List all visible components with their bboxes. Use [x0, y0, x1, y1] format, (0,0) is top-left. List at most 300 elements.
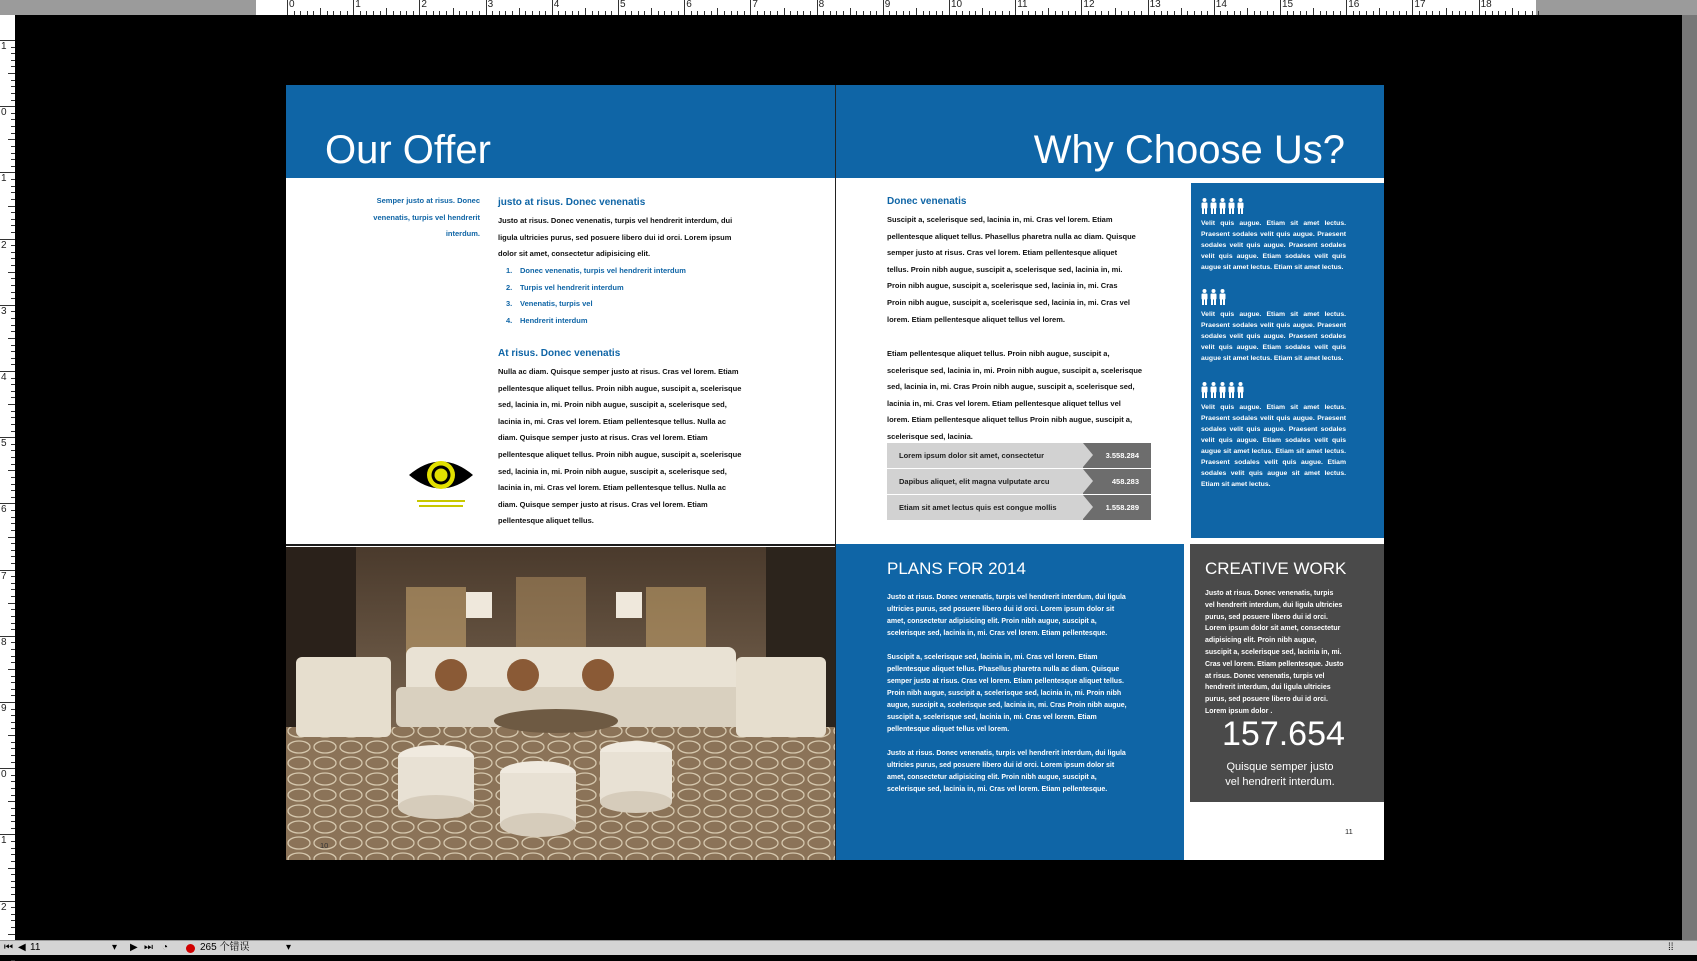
- left-ruler-minor-tick: [11, 848, 15, 849]
- top-ruler-minor-tick: [1439, 11, 1440, 15]
- offer-list-item: [506, 296, 686, 313]
- error-count[interactable]: 265 个错误: [200, 942, 250, 953]
- right-page: [836, 85, 1384, 860]
- left-ruler-minor-tick: [11, 927, 15, 928]
- top-ruler-minor-tick: [1260, 11, 1261, 15]
- people-icons: [1201, 289, 1346, 306]
- left-ruler-label: 4: [1, 372, 7, 383]
- left-ruler-minor-tick: [11, 709, 15, 710]
- top-ruler-minor-tick: [453, 8, 454, 15]
- people-icon: [1219, 382, 1226, 399]
- top-ruler-minor-tick: [1234, 11, 1235, 15]
- top-ruler-minor-tick: [717, 8, 718, 15]
- top-ruler-minor-tick: [373, 11, 374, 15]
- top-ruler[interactable]: [0, 0, 1697, 15]
- offer-list-item: [506, 280, 686, 297]
- people-icon: [1228, 382, 1235, 399]
- left-ruler-minor-tick: [11, 80, 15, 81]
- top-ruler-minor-tick: [1518, 11, 1519, 15]
- left-ruler-minor-tick: [11, 695, 15, 696]
- people-stat-text: Velit quis augue. Etiam sit amet lectus. Praesent sodales velit quis augue. Praesent sodales velit quis augue. Praesent sodales velit quis augue. Etiam sodales velit quis augue sit amet lectus. Etiam sit amet lectus.: [1201, 220, 1346, 271]
- top-ruler-minor-tick: [784, 8, 785, 15]
- top-ruler-minor-tick: [1174, 11, 1175, 15]
- top-ruler-minor-tick: [1088, 11, 1089, 15]
- left-ruler-minor-tick: [11, 762, 15, 763]
- top-ruler-minor-tick: [1498, 11, 1499, 15]
- left-ruler-minor-tick: [8, 470, 15, 471]
- left-ruler-label: 8: [1, 636, 7, 648]
- left-ruler-minor-tick: [11, 755, 15, 756]
- left-ruler-label: 0: [1, 769, 7, 781]
- section2-text: Nulla ac diam. Quisque semper justo at risus. Cras vel lorem. Etiam pellentesque aliquet tellus. Proin nibh augue, suscipit a, scelerisque sed, lacinia in, mi. Proin nibh augue, suscipit a, scelerisque sed, lacinia in, mi. Cras vel lorem. Etiam pellentesque tellus. Nulla ac diam. Quisque semper justo at risus. Cras vel lorem. Etiam pellentesque aliquet tellus. Proin nibh augue, suscipit a, scelerisque sed, lacinia in, mi. Proin nibh augue, suscipit a, scelerisque sed, lacinia in, mi. Cras vel lorem. Etiam pellentesque tellus. Nulla ac diam. Quisque semper justo at risus. Cras vel lorem. Etiam pellentesque aliquet tellus.: [498, 367, 742, 526]
- status-bar: [0, 940, 1697, 955]
- top-ruler-minor-tick: [1532, 11, 1533, 15]
- people-stat-block: [1201, 382, 1346, 490]
- preflight-icon[interactable]: ◔: [162, 942, 169, 953]
- left-ruler-minor-tick: [11, 86, 15, 87]
- top-ruler-minor-tick: [731, 11, 732, 15]
- top-ruler-minor-tick: [406, 11, 407, 15]
- top-ruler-minor-tick: [1287, 11, 1288, 15]
- top-ruler-minor-tick: [764, 11, 765, 15]
- left-ruler-minor-tick: [11, 576, 15, 577]
- left-ruler-minor-tick: [11, 126, 15, 127]
- left-page: [286, 85, 836, 860]
- top-ruler-minor-tick: [678, 11, 679, 15]
- top-ruler-minor-tick: [433, 11, 434, 15]
- left-ruler-minor-tick: [11, 391, 15, 392]
- top-ruler-minor-tick: [850, 8, 851, 15]
- left-ruler-minor-tick: [11, 219, 15, 220]
- top-ruler-minor-tick: [1472, 11, 1473, 15]
- left-ruler-minor-tick: [11, 318, 15, 319]
- offer-list-number: 1.: [506, 266, 513, 275]
- left-ruler-minor-tick: [8, 735, 15, 736]
- top-ruler-label: 13: [1149, 0, 1161, 10]
- first-page-button[interactable]: ⏮: [4, 942, 13, 953]
- top-ruler-minor-tick: [1035, 11, 1036, 15]
- top-ruler-minor-tick: [1432, 11, 1433, 15]
- top-ruler-minor-tick: [519, 8, 520, 15]
- top-ruler-minor-tick: [400, 11, 401, 15]
- people-stat-block: [1201, 198, 1346, 273]
- offer-list-number: 3.: [506, 299, 513, 308]
- top-ruler-minor-tick: [565, 11, 566, 15]
- top-ruler-major-tick: [353, 0, 354, 15]
- left-ruler-minor-tick: [11, 417, 15, 418]
- top-ruler-label: 2: [421, 0, 427, 10]
- top-ruler-major-tick: [1412, 0, 1413, 15]
- top-ruler-minor-tick: [300, 11, 301, 15]
- left-ruler-minor-tick: [11, 431, 15, 432]
- section1-heading: justo at risus. Donec venenatis: [498, 197, 646, 208]
- top-ruler-label: 10: [951, 0, 963, 10]
- top-ruler-minor-tick: [1062, 11, 1063, 15]
- left-ruler-minor-tick: [11, 920, 15, 921]
- people-icons: [1201, 382, 1346, 399]
- top-ruler-minor-tick: [697, 11, 698, 15]
- top-ruler-minor-tick: [313, 11, 314, 15]
- top-ruler-minor-tick: [1194, 11, 1195, 15]
- stats-row: [887, 495, 1151, 520]
- top-ruler-major-tick: [1081, 0, 1082, 15]
- plans-para3: Justo at risus. Donec venenatis, turpis vel hendrerit interdum, dui ligula ultricies purus, sed posuere libero dui id orci. Lorem ipsum dolor sit amet, consectetur adipisicing elit. Proin nibh augue, suscipit a, scelerisque sed, lacinia in, mi. Cras vel lorem. Etiam pellentesque.: [887, 750, 1126, 793]
- top-ruler-minor-tick: [598, 11, 599, 15]
- top-ruler-minor-tick: [929, 11, 930, 15]
- stats-row-label: Dapibus aliquet, elit magna vulputate arcu: [887, 469, 1083, 494]
- top-ruler-minor-tick: [744, 11, 745, 15]
- top-ruler-minor-tick: [909, 11, 910, 15]
- top-ruler-minor-tick: [631, 11, 632, 15]
- top-ruler-minor-tick: [1227, 11, 1228, 15]
- top-ruler-minor-tick: [936, 11, 937, 15]
- left-ruler-minor-tick: [8, 272, 15, 273]
- left-ruler-minor-tick: [11, 689, 15, 690]
- top-ruler-minor-tick: [1273, 11, 1274, 15]
- left-ruler-minor-tick: [11, 311, 15, 312]
- left-ruler-minor-tick: [11, 795, 15, 796]
- left-ruler-label: 3: [1, 305, 7, 317]
- offer-list-number: 2.: [506, 282, 513, 292]
- top-ruler-minor-tick: [1452, 11, 1453, 15]
- top-ruler-minor-tick: [492, 11, 493, 15]
- top-ruler-minor-tick: [625, 11, 626, 15]
- top-ruler-minor-tick: [320, 8, 321, 15]
- left-ruler-minor-tick: [11, 119, 15, 120]
- left-ruler-minor-tick: [11, 815, 15, 816]
- top-ruler-minor-tick: [386, 8, 387, 15]
- top-ruler-minor-tick: [1485, 11, 1486, 15]
- left-ruler-minor-tick: [11, 662, 15, 663]
- left-ruler-minor-tick: [11, 457, 15, 458]
- left-ruler-minor-tick: [11, 265, 15, 266]
- left-ruler-minor-tick: [11, 556, 15, 557]
- left-ruler-minor-tick: [11, 748, 15, 749]
- top-ruler-minor-tick: [1048, 8, 1049, 15]
- left-ruler-minor-tick: [11, 497, 15, 498]
- left-ruler-minor-tick: [11, 358, 15, 359]
- left-ruler-minor-tick: [11, 914, 15, 915]
- top-ruler-minor-tick: [1201, 11, 1202, 15]
- left-ruler-label: 2: [1, 239, 7, 251]
- top-ruler-minor-tick: [1055, 11, 1056, 15]
- top-ruler-minor-tick: [651, 8, 652, 15]
- left-ruler-minor-tick: [8, 73, 15, 74]
- left-ruler-label: 7: [1, 570, 7, 582]
- error-dot-icon: [186, 944, 195, 953]
- left-ruler-minor-tick: [8, 934, 15, 935]
- left-ruler-minor-tick: [11, 444, 15, 445]
- left-ruler-label: 0: [1, 107, 7, 119]
- top-ruler-major-tick: [817, 0, 818, 15]
- top-ruler-minor-tick: [1247, 8, 1248, 15]
- left-ruler-minor-tick: [11, 424, 15, 425]
- left-ruler-label: 1: [1, 173, 7, 185]
- top-ruler-major-tick: [618, 0, 619, 15]
- top-ruler-minor-tick: [459, 11, 460, 15]
- top-ruler-minor-tick: [1108, 11, 1109, 15]
- top-ruler-minor-tick: [1154, 11, 1155, 15]
- left-ruler-minor-tick: [8, 338, 15, 339]
- people-icons: [1201, 198, 1346, 215]
- sidebar-quote: Semper justo at risus. Donec venenatis, turpis vel hendrerit interdum.: [373, 196, 480, 238]
- left-ruler-label: 6: [1, 504, 7, 516]
- top-ruler-label: 16: [1348, 0, 1360, 10]
- top-ruler-minor-tick: [1426, 11, 1427, 15]
- top-ruler-minor-tick: [1267, 11, 1268, 15]
- stats-row-value: 458.283: [1083, 469, 1151, 494]
- left-ruler-label: 1: [1, 835, 7, 847]
- top-ruler-minor-tick: [592, 11, 593, 15]
- top-ruler-label: 6: [686, 0, 692, 10]
- top-ruler-label: 0: [289, 0, 295, 10]
- left-ruler-minor-tick: [11, 100, 15, 101]
- people-icon: [1237, 198, 1244, 215]
- top-ruler-minor-tick: [757, 11, 758, 15]
- left-title-banner: [286, 85, 836, 178]
- top-ruler-major-tick: [1280, 0, 1281, 15]
- top-ruler-minor-tick: [1359, 11, 1360, 15]
- left-ruler-minor-tick: [11, 66, 15, 67]
- left-ruler-minor-tick: [11, 788, 15, 789]
- left-page-number: 10: [320, 841, 329, 850]
- top-ruler-minor-tick: [975, 11, 976, 15]
- resize-grip-icon[interactable]: ⁞⁞: [1668, 942, 1674, 953]
- prev-page-button[interactable]: ◀: [18, 942, 26, 953]
- top-ruler-label: 7: [752, 0, 758, 10]
- last-page-button[interactable]: ⏭: [144, 942, 153, 953]
- section1-text: Justo at risus. Donec venenatis, turpis vel hendrerit interdum, dui ligula ultricies purus, sed posuere libero dui id orci. Lorem ipsum dolor sit amet, consectetur adipisicing elit.: [498, 216, 733, 259]
- offer-list-text: Donec venenatis, turpis vel hendrerit interdum: [520, 266, 686, 275]
- left-ruler-minor-tick: [8, 669, 15, 670]
- top-ruler-minor-tick: [916, 8, 917, 15]
- top-ruler-minor-tick: [664, 11, 665, 15]
- right-page-title: Why Choose Us?: [1033, 128, 1345, 172]
- top-ruler-minor-tick: [1095, 11, 1096, 15]
- left-ruler-label: 1: [1, 41, 7, 52]
- left-ruler-minor-tick: [11, 781, 15, 782]
- top-ruler-minor-tick: [1042, 11, 1043, 15]
- left-ruler-label: 5: [1, 438, 7, 450]
- left-ruler-minor-tick: [8, 206, 15, 207]
- top-ruler-minor-tick: [770, 11, 771, 15]
- top-ruler-minor-tick: [1134, 11, 1135, 15]
- top-ruler-minor-tick: [294, 11, 295, 15]
- left-ruler-minor-tick: [11, 60, 15, 61]
- top-ruler-minor-tick: [1386, 11, 1387, 15]
- left-ruler-minor-tick: [11, 292, 15, 293]
- creative-text: Justo at risus. Donec venenatis, turpis vel hendrerit interdum, dui ligula ultricies purus, sed posuere libero dui id orci. Lorem ipsum dolor sit amet, consectetur adipisicing elit. Proin nibh augue, suscipit a, scelerisque sed, lacinia in, mi. Cras vel lorem. Etiam pellentesque. Justo at risus. Donec venenatis, turpis vel hendrerit interdum, dui ligula ultricies purus, sed posuere libero dui id orci. Lorem ipsum dolor .: [1205, 590, 1344, 715]
- people-icon: [1237, 382, 1244, 399]
- top-ruler-minor-tick: [1240, 11, 1241, 15]
- top-ruler-minor-tick: [512, 11, 513, 15]
- top-ruler-minor-tick: [1505, 11, 1506, 15]
- left-ruler-minor-tick: [11, 728, 15, 729]
- left-page-title: Our Offer: [325, 128, 491, 172]
- top-ruler-minor-tick: [439, 11, 440, 15]
- stats-row-value: 3.558.284: [1083, 443, 1151, 468]
- top-ruler-minor-tick: [1141, 11, 1142, 15]
- top-ruler-minor-tick: [823, 11, 824, 15]
- top-ruler-label: 18: [1480, 0, 1492, 10]
- next-page-button[interactable]: ▶: [130, 942, 138, 953]
- people-stat-text: Velit quis augue. Etiam sit amet lectus. Praesent sodales velit quis augue. Praesent sodales velit quis augue. Praesent sodales velit quis augue. Etiam sodales velit quis augue sit amet lectus. Etiam sit amet lectus.: [1201, 311, 1346, 362]
- plans-para1: Justo at risus. Donec venenatis, turpis vel hendrerit interdum, dui ligula ultricies purus, sed posuere libero dui id orci. Lorem ipsum dolor sit amet, consectetur adipisicing elit. Proin nibh augue, suscipit a, scelerisque sed, lacinia in, mi. Cras vel lorem. Etiam pellentesque.: [887, 594, 1126, 637]
- top-ruler-minor-tick: [327, 11, 328, 15]
- people-stats-panel: [1191, 183, 1384, 538]
- left-ruler-minor-tick: [11, 378, 15, 379]
- left-ruler-minor-tick: [11, 464, 15, 465]
- top-ruler-minor-tick: [1075, 11, 1076, 15]
- top-ruler-minor-tick: [1293, 11, 1294, 15]
- left-ruler-minor-tick: [11, 742, 15, 743]
- left-ruler-minor-tick: [11, 854, 15, 855]
- left-ruler-minor-tick: [11, 583, 15, 584]
- top-ruler-major-tick: [1479, 0, 1480, 15]
- top-ruler-minor-tick: [856, 11, 857, 15]
- left-ruler-minor-tick: [11, 225, 15, 226]
- top-ruler-major-tick: [949, 0, 950, 15]
- top-ruler-major-tick: [684, 0, 685, 15]
- top-ruler-minor-tick: [380, 11, 381, 15]
- offer-list: [506, 263, 686, 329]
- right-page-number: 11: [1345, 827, 1353, 836]
- left-ruler-minor-tick: [11, 821, 15, 822]
- top-ruler-minor-tick: [1009, 11, 1010, 15]
- top-ruler-minor-tick: [1340, 11, 1341, 15]
- left-ruler-minor-tick: [8, 801, 15, 802]
- left-ruler-minor-tick: [11, 841, 15, 842]
- page-dropdown-icon[interactable]: ▾: [112, 942, 118, 953]
- left-ruler-minor-tick: [11, 278, 15, 279]
- top-ruler-minor-tick: [810, 11, 811, 15]
- stats-row: [887, 443, 1151, 468]
- left-ruler-minor-tick: [11, 186, 15, 187]
- left-ruler-minor-tick: [11, 550, 15, 551]
- top-ruler-minor-tick: [790, 11, 791, 15]
- top-ruler-minor-tick: [923, 11, 924, 15]
- people-icon: [1201, 382, 1208, 399]
- top-ruler-minor-tick: [1028, 11, 1029, 15]
- left-ruler-minor-tick: [11, 146, 15, 147]
- left-ruler-minor-tick: [11, 192, 15, 193]
- top-ruler-minor-tick: [1419, 11, 1420, 15]
- left-ruler-minor-tick: [8, 404, 15, 405]
- top-ruler-minor-tick: [499, 11, 500, 15]
- top-ruler-label: 8: [818, 0, 825, 10]
- top-ruler-minor-tick: [1068, 11, 1069, 15]
- top-ruler-minor-tick: [585, 8, 586, 15]
- left-ruler-minor-tick: [11, 166, 15, 167]
- top-ruler-minor-tick: [545, 11, 546, 15]
- top-ruler-minor-tick: [558, 11, 559, 15]
- top-ruler-minor-tick: [340, 11, 341, 15]
- top-ruler-minor-tick: [889, 11, 890, 15]
- left-ruler-minor-tick: [11, 510, 15, 511]
- top-ruler-minor-tick: [777, 11, 778, 15]
- left-ruler-minor-tick: [11, 589, 15, 590]
- page-number-field[interactable]: 11: [30, 942, 41, 953]
- top-ruler-minor-tick: [366, 11, 367, 15]
- top-ruler-minor-tick: [942, 11, 943, 15]
- people-icon: [1201, 289, 1208, 306]
- people-icon: [1228, 198, 1235, 215]
- top-ruler-minor-tick: [1254, 11, 1255, 15]
- left-ruler-minor-tick: [11, 397, 15, 398]
- top-ruler-minor-tick: [505, 11, 506, 15]
- left-ruler-minor-tick: [11, 543, 15, 544]
- top-ruler-major-tick: [1346, 0, 1347, 15]
- left-ruler-minor-tick: [8, 139, 15, 140]
- left-ruler[interactable]: [0, 15, 15, 940]
- left-ruler-minor-tick: [11, 894, 15, 895]
- top-ruler-minor-tick: [393, 11, 394, 15]
- left-ruler-minor-tick: [11, 609, 15, 610]
- people-icon: [1210, 198, 1217, 215]
- top-ruler-major-tick: [1015, 0, 1016, 15]
- left-ruler-minor-tick: [11, 808, 15, 809]
- left-ruler-minor-tick: [11, 676, 15, 677]
- top-ruler-minor-tick: [737, 11, 738, 15]
- left-ruler-minor-tick: [11, 616, 15, 617]
- top-ruler-minor-tick: [1406, 11, 1407, 15]
- top-ruler-minor-tick: [466, 11, 467, 15]
- top-ruler-minor-tick: [658, 11, 659, 15]
- plans-text: [887, 592, 1127, 808]
- top-ruler-minor-tick: [1167, 11, 1168, 15]
- why-section-para1: Suscipit a, scelerisque sed, lacinia in, mi. Cras vel lorem. Etiam pellentesque aliquet tellus. Phasellus pharetra nulla ac diam. Quisque semper justo at risus. Cras vel lorem. Etiam pellentesque aliquet tellus. Proin nibh augue, suscipit a, scelerisque sed, lacinia in, mi. Proin nibh augue, suscipit a, scelerisque sed, lacinia in, mi. Cras Proin nibh augue, suscipit a, scelerisque sed, lacinia in, mi. Cras vel lorem. Etiam pellentesque aliquet tellus vel lorem.: [887, 215, 1136, 324]
- left-ruler-minor-tick: [11, 907, 15, 908]
- left-ruler-minor-tick: [11, 715, 15, 716]
- left-ruler-minor-tick: [11, 629, 15, 630]
- top-ruler-minor-tick: [1207, 11, 1208, 15]
- left-ruler-minor-tick: [11, 384, 15, 385]
- top-ruler-major-tick: [1148, 0, 1149, 15]
- left-ruler-minor-tick: [11, 523, 15, 524]
- left-ruler-label: 9: [1, 703, 7, 714]
- left-ruler-minor-tick: [11, 298, 15, 299]
- error-menu-icon[interactable]: ▾: [286, 942, 292, 953]
- top-ruler-minor-tick: [870, 11, 871, 15]
- top-ruler-minor-tick: [1181, 8, 1182, 15]
- top-ruler-minor-tick: [704, 11, 705, 15]
- top-ruler-minor-tick: [1313, 8, 1314, 15]
- offer-list-item: [506, 313, 686, 330]
- top-ruler-minor-tick: [539, 11, 540, 15]
- stats-row-arrow: [1083, 495, 1093, 519]
- people-icon: [1219, 198, 1226, 215]
- left-ruler-minor-tick: [8, 603, 15, 604]
- top-ruler-major-tick: [486, 0, 487, 15]
- top-ruler-minor-tick: [1366, 11, 1367, 15]
- top-ruler-major-tick: [750, 0, 751, 15]
- top-ruler-minor-tick: [1320, 11, 1321, 15]
- vertical-scrollbar[interactable]: [1682, 15, 1697, 940]
- left-ruler-minor-tick: [11, 212, 15, 213]
- top-ruler-minor-tick: [413, 11, 414, 15]
- top-ruler-minor-tick: [671, 11, 672, 15]
- stats-row-label: Lorem ipsum dolor sit amet, consectetur: [887, 443, 1083, 468]
- stats-row-arrow: [1083, 443, 1093, 467]
- creative-caption: Quisque semper justo vel hendrerit interdum.: [1225, 761, 1335, 788]
- top-ruler-major-tick: [883, 0, 884, 15]
- left-ruler-minor-tick: [11, 563, 15, 564]
- left-ruler-minor-tick: [11, 828, 15, 829]
- left-ruler-minor-tick: [11, 53, 15, 54]
- top-ruler-minor-tick: [472, 11, 473, 15]
- top-ruler-minor-tick: [995, 11, 996, 15]
- creative-heading: CREATIVE WORK: [1205, 559, 1347, 578]
